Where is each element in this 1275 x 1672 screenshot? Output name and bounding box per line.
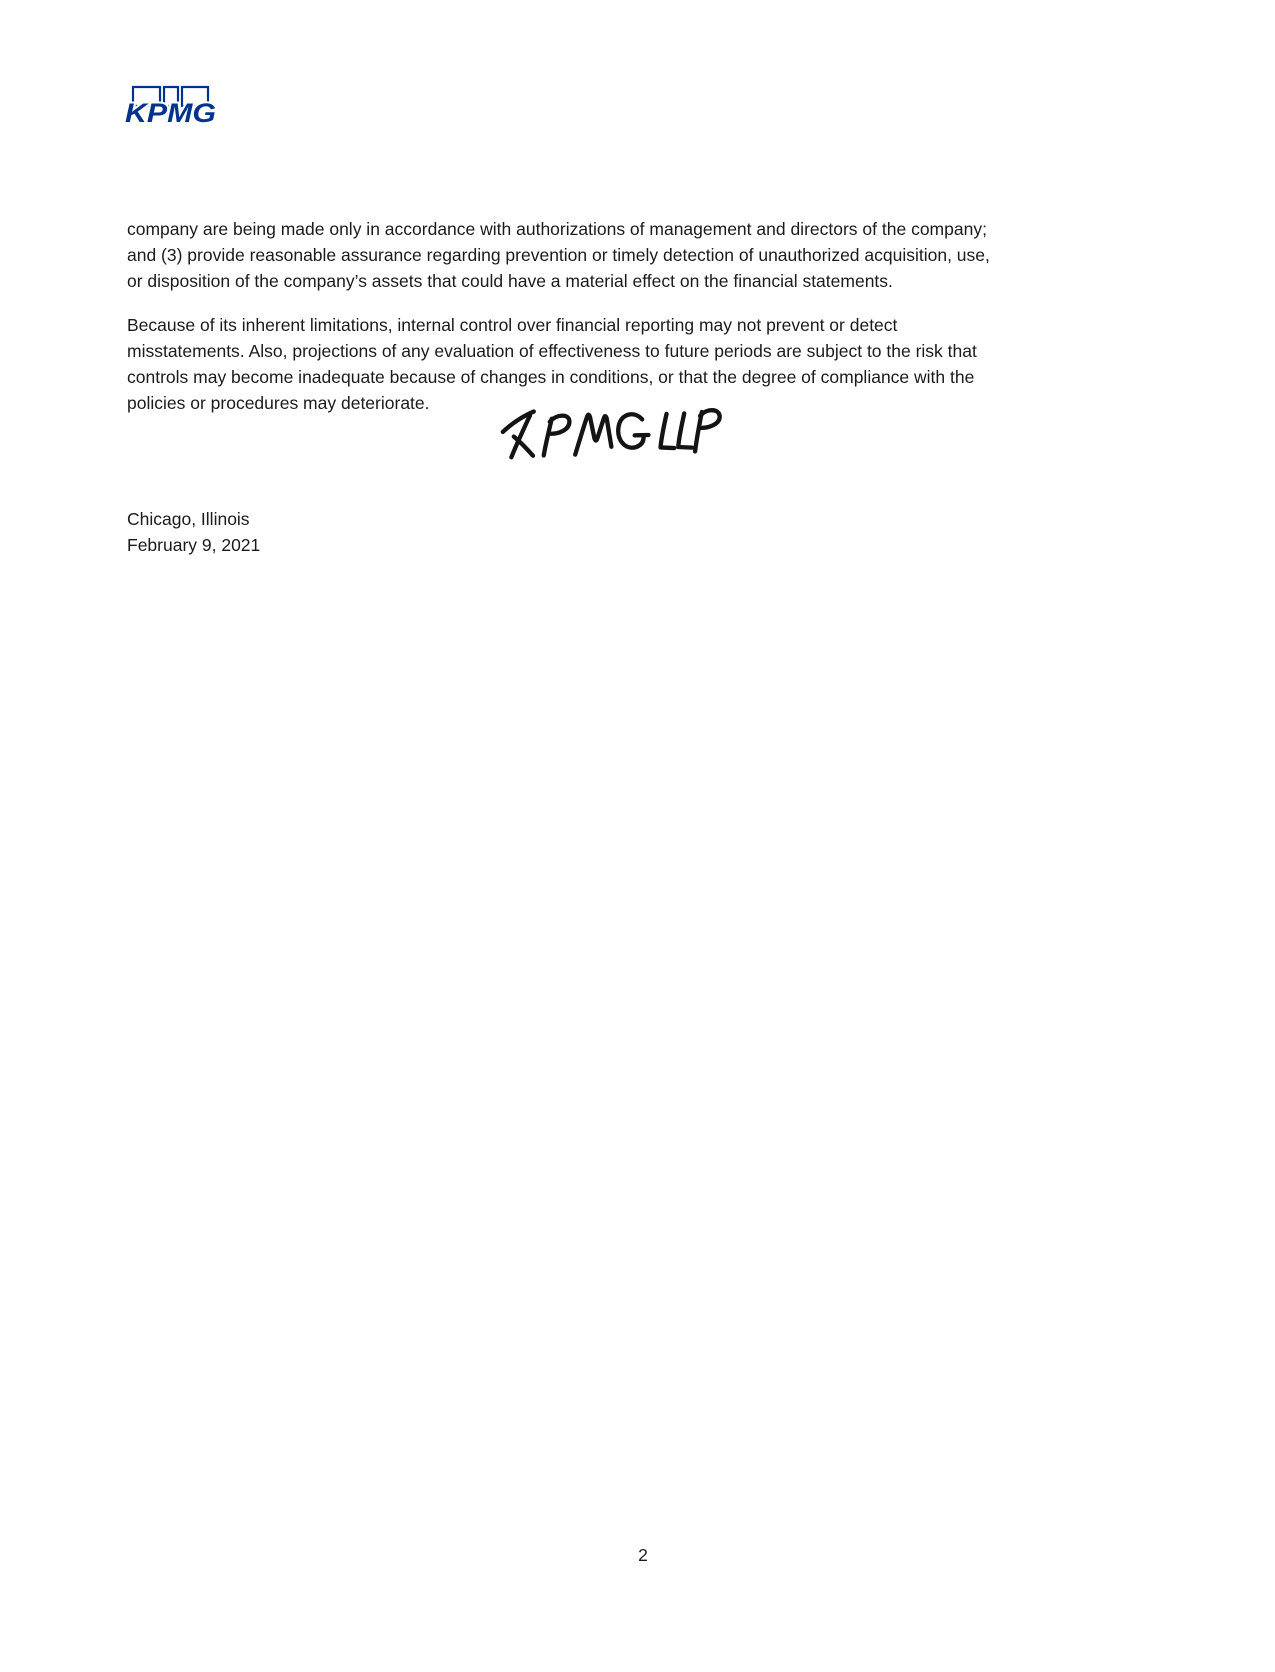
paragraph-2-line-4: policies or procedures may deteriorate.	[127, 393, 430, 413]
paragraph-1-line-1: company are being made only in accordance with authorizations of management and directors of the company;	[127, 219, 987, 239]
signature-icon	[498, 405, 726, 461]
paragraph-2-line-2: misstatements. Also, projections of any evaluation of effectiveness to future periods are subject to the risk that	[127, 341, 977, 361]
closing-city: Chicago, Illinois	[127, 509, 250, 529]
page-number: 2	[638, 1545, 648, 1565]
kpmg-logo	[124, 85, 218, 127]
paragraph-1	[127, 216, 1159, 294]
paragraph-2-line-3: controls may become inadequate because of changes in conditions, or that the degree of compliance with the	[127, 367, 975, 387]
paragraph-2	[127, 312, 1159, 416]
closing-date: February 9, 2021	[127, 535, 261, 555]
paragraph-2-line-1: Because of its inherent limitations, internal control over financial reporting may not prevent or detect	[127, 315, 898, 335]
kpmg-logo-icon	[124, 85, 218, 127]
kpmg-signature	[498, 405, 726, 461]
paragraph-1-line-2: and (3) provide reasonable assurance regarding prevention or timely detection of unauthorized acquisition, use,	[127, 245, 990, 265]
paragraph-1-line-3: or disposition of the company’s assets that could have a material effect on the financial statements.	[127, 271, 893, 291]
kpmg-logo-text: KPMG	[125, 98, 216, 127]
letter-body	[127, 216, 1159, 434]
closing-block	[127, 506, 260, 558]
